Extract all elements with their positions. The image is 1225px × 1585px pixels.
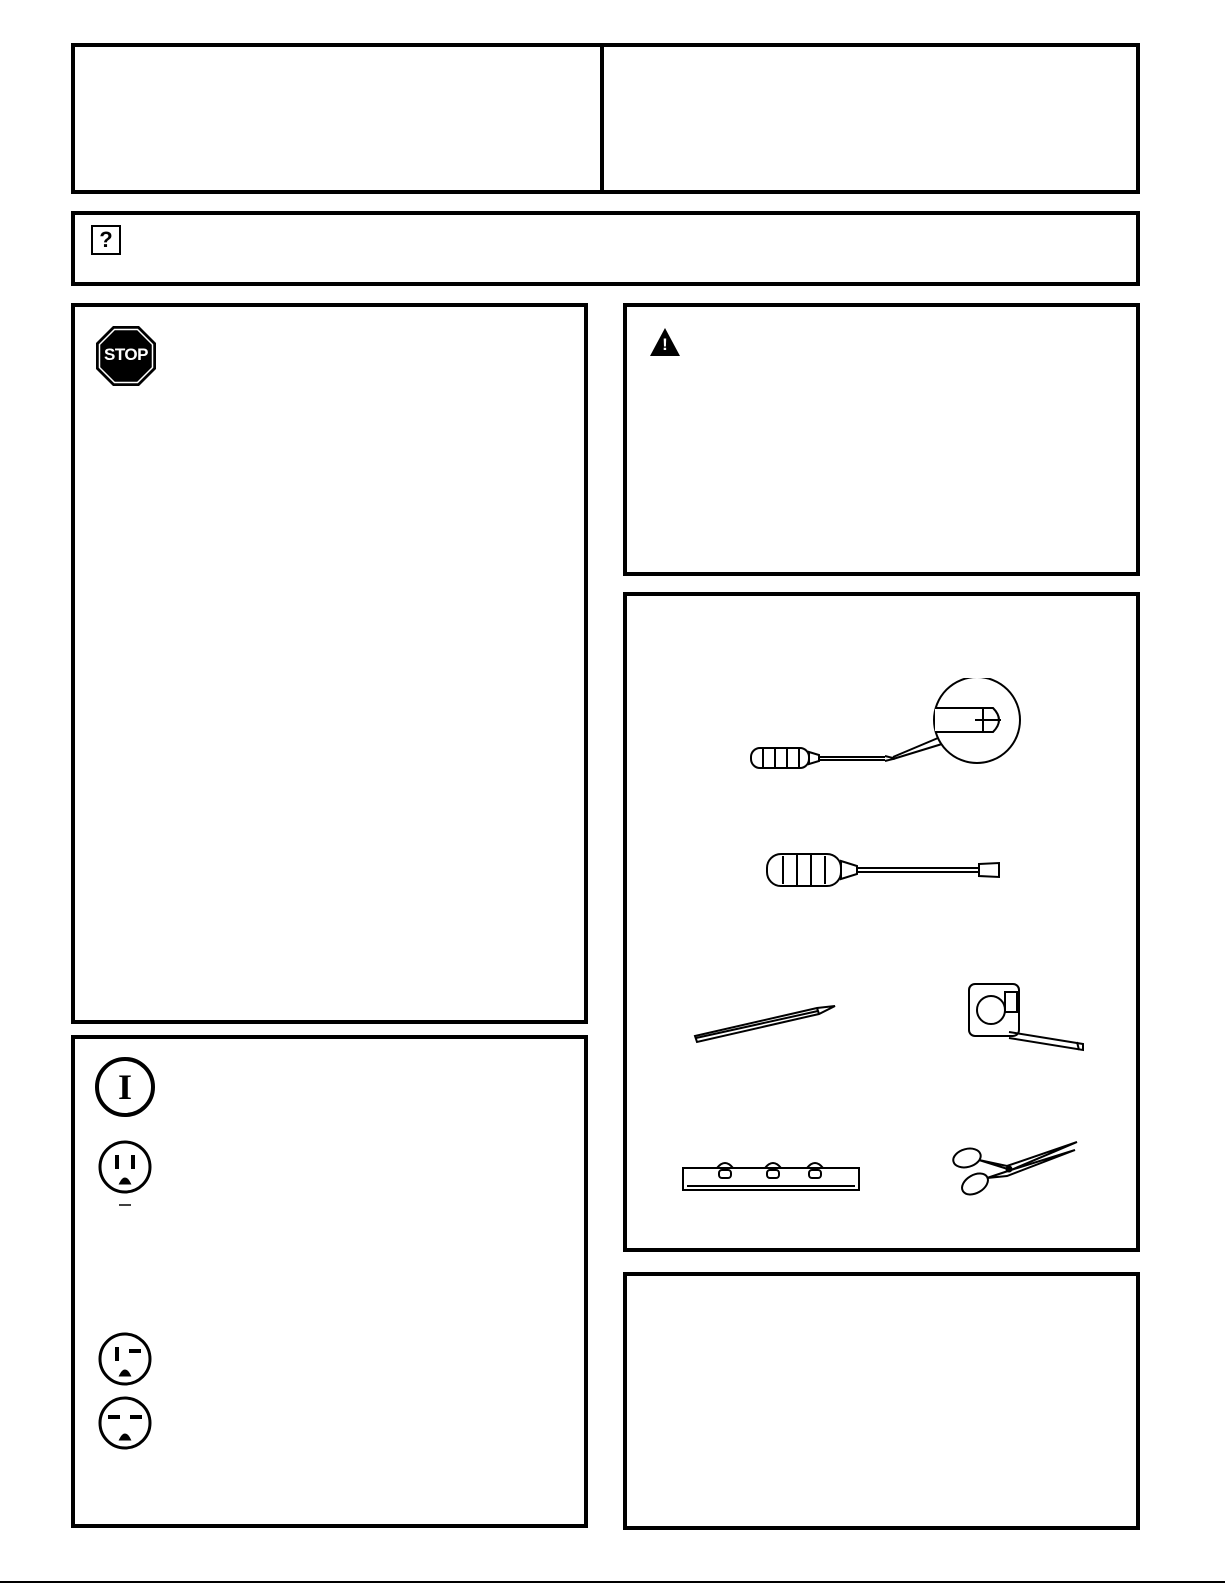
important-panel — [71, 1035, 588, 1528]
flat-blade-screwdriver-icon — [761, 848, 1011, 892]
header-divider — [600, 43, 604, 194]
phillips-screwdriver-icon — [743, 678, 1023, 778]
grounded-outlet-icon — [97, 1139, 153, 1209]
stop-sign-text: STOP — [104, 345, 148, 364]
bottom-right-panel — [623, 1272, 1140, 1530]
warning-panel — [623, 303, 1140, 576]
warning-triangle-icon — [649, 327, 681, 357]
question-mark-text: ? — [99, 227, 113, 252]
tape-measure-icon — [961, 976, 1091, 1056]
important-info-icon — [95, 1057, 155, 1117]
header-box — [71, 43, 1140, 194]
scissors-icon — [945, 1136, 1085, 1206]
question-bar — [71, 211, 1140, 286]
question-mark-icon — [91, 225, 121, 255]
outlet-variant-1-icon — [97, 1331, 153, 1387]
stop-panel — [71, 303, 588, 1024]
important-info-text: I — [117, 1067, 132, 1107]
level-icon — [677, 1156, 867, 1196]
tools-panel — [623, 592, 1140, 1252]
bottom-rule — [0, 1581, 1225, 1583]
warning-exclamation: ! — [662, 335, 668, 354]
stop-sign-icon — [95, 325, 157, 387]
outlet-variant-2-icon — [97, 1395, 153, 1451]
pencil-icon — [689, 996, 841, 1046]
